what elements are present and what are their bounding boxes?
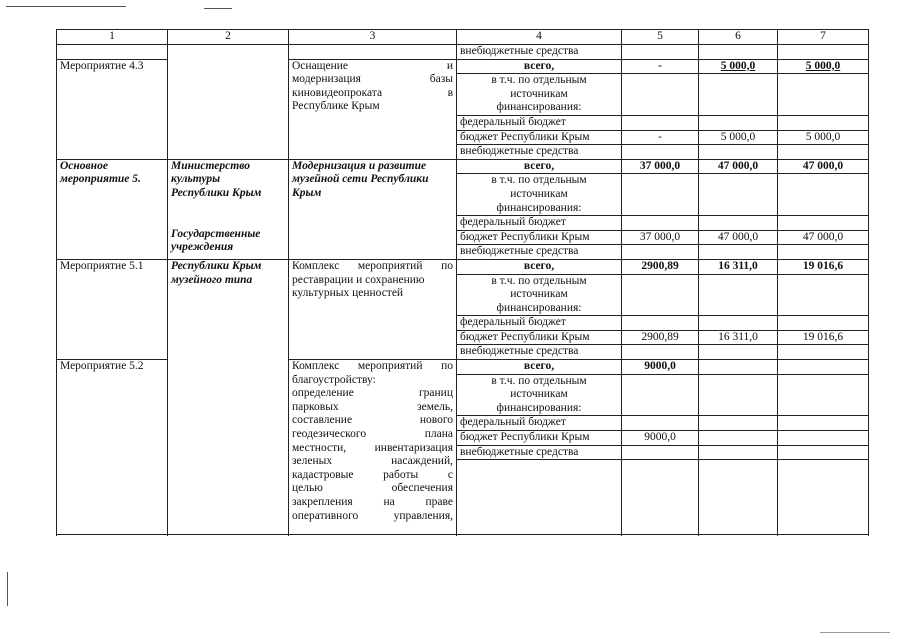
- header-col-6: 6: [699, 30, 778, 45]
- scan-mark-top: [204, 8, 232, 9]
- m43-funding-total: всего,: [457, 59, 622, 74]
- empty-cell: [699, 445, 778, 460]
- empty-cell: [699, 431, 778, 446]
- m43-republic-col6: 5 000,0: [699, 130, 778, 145]
- m43-total-col7: 5 000,0: [778, 59, 869, 74]
- om5-organization: Министерство культуры Республики Крым Государственные учреждения: [168, 159, 289, 259]
- header-col-5: 5: [622, 30, 699, 45]
- empty-cell: [622, 174, 699, 216]
- m52-description: Комплекс мероприятий по благоустройству: определение границ парковых земель, составление нового геодезического плана местности, инвентаризация зеленых насаждений, кадастровые работы с целью обеспечения закрепления на праве оперативного управления,: [289, 360, 457, 535]
- empty-cell: [699, 174, 778, 216]
- scan-mark-top-left: [6, 6, 126, 7]
- empty-cell: [778, 460, 869, 535]
- empty-cell: [622, 274, 699, 316]
- m52-funding-republic: бюджет Республики Крым: [457, 431, 622, 446]
- om5-funding-federal: федеральный бюджет: [457, 216, 622, 231]
- header-col-2: 2: [168, 30, 289, 45]
- om5-funding-incl: в т.ч. по отдельным источникам финансирования:: [457, 174, 622, 216]
- empty-cell: [778, 274, 869, 316]
- m51-republic-col7: 19 016,6: [778, 330, 869, 345]
- m51-total-col7: 19 016,6: [778, 259, 869, 274]
- empty-cell: [622, 345, 699, 360]
- empty-cell: [778, 174, 869, 216]
- empty-cell: [778, 45, 869, 60]
- empty-cell: [57, 45, 168, 60]
- empty-cell: [778, 74, 869, 116]
- om5-total-col7: 47 000,0: [778, 159, 869, 174]
- scan-mark-left-edge: [7, 572, 8, 606]
- om5-total-col5: 37 000,0: [622, 159, 699, 174]
- m51-funding-extra: внебюджетные средства: [457, 345, 622, 360]
- empty-cell: [622, 245, 699, 260]
- om5-total-col6: 47 000,0: [699, 159, 778, 174]
- empty-cell: [699, 316, 778, 331]
- m43-total-col5: -: [622, 59, 699, 74]
- m52-total-col5: 9000,0: [622, 360, 699, 375]
- empty-cell: [622, 445, 699, 460]
- m43-description: Оснащение и модернизация базы киновидеопроката в Республике Крым: [289, 59, 457, 159]
- scan-mark-bottom-right: [820, 632, 890, 633]
- m43-label: Мероприятие 4.3: [57, 59, 168, 159]
- m43-total-col6: 5 000,0: [699, 59, 778, 74]
- m51-funding-republic: бюджет Республики Крым: [457, 330, 622, 345]
- m52-label: Мероприятие 5.2: [57, 360, 168, 535]
- empty-cell: [622, 416, 699, 431]
- om5-funding-extra: внебюджетные средства: [457, 245, 622, 260]
- m51-funding-federal: федеральный бюджет: [457, 316, 622, 331]
- empty-cell: [622, 45, 699, 60]
- empty-cell: [778, 316, 869, 331]
- empty-cell: [457, 460, 622, 535]
- empty-cell: [699, 115, 778, 130]
- empty-cell: [778, 345, 869, 360]
- empty-cell: [778, 360, 869, 375]
- header-col-3: 3: [289, 30, 457, 45]
- empty-cell: [778, 445, 869, 460]
- om5-organization-continued: Республики Крым музейного типа: [168, 259, 289, 534]
- empty-cell: [778, 431, 869, 446]
- empty-cell: [699, 345, 778, 360]
- header-row: [57, 30, 869, 45]
- empty-cell: [778, 416, 869, 431]
- m52-funding-extra: внебюджетные средства: [457, 445, 622, 460]
- empty-cell: [622, 460, 699, 535]
- empty-cell: [622, 374, 699, 416]
- budget-table: [56, 29, 869, 535]
- empty-cell: [778, 245, 869, 260]
- m52-funding-total: всего,: [457, 360, 622, 375]
- empty-cell: [622, 216, 699, 231]
- empty-cell: [699, 460, 778, 535]
- m51-description: Комплекс мероприятий по реставрации и сохранению культурных ценностей: [289, 259, 457, 359]
- empty-cell: [778, 374, 869, 416]
- m52-republic-col5: 9000,0: [622, 431, 699, 446]
- om5-funding-republic: бюджет Республики Крым: [457, 230, 622, 245]
- om5-funding-total: всего,: [457, 159, 622, 174]
- om5-republic-col7: 47 000,0: [778, 230, 869, 245]
- empty-cell: [622, 115, 699, 130]
- m52-funding-incl: в т.ч. по отдельным источникам финансирования:: [457, 374, 622, 416]
- empty-cell: [622, 145, 699, 160]
- m51-funding-total: всего,: [457, 259, 622, 274]
- empty-cell: [699, 216, 778, 231]
- m51-funding-incl: в т.ч. по отдельным источникам финансирования:: [457, 274, 622, 316]
- empty-cell: [289, 45, 457, 60]
- m51-label: Мероприятие 5.1: [57, 259, 168, 359]
- empty-cell: [699, 74, 778, 116]
- om5-label: Основное мероприятие 5.: [57, 159, 168, 259]
- empty-cell: [699, 245, 778, 260]
- empty-cell: [778, 145, 869, 160]
- om5-republic-col5: 37 000,0: [622, 230, 699, 245]
- m51-total-col5: 2900,89: [622, 259, 699, 274]
- m43-republic-col5: -: [622, 130, 699, 145]
- continuation-row: [57, 45, 869, 60]
- m51-total-col6: 16 311,0: [699, 259, 778, 274]
- funding-extra: внебюджетные средства: [457, 45, 622, 60]
- empty-cell: [622, 74, 699, 116]
- m52-funding-federal: федеральный бюджет: [457, 416, 622, 431]
- m43-funding-federal: федеральный бюджет: [457, 115, 622, 130]
- empty-cell: [699, 416, 778, 431]
- om5-republic-col6: 47 000,0: [699, 230, 778, 245]
- empty-cell: [699, 145, 778, 160]
- header-col-4: 4: [457, 30, 622, 45]
- header-col-7: 7: [778, 30, 869, 45]
- m43-funding-republic: бюджет Республики Крым: [457, 130, 622, 145]
- m43-funding-extra: внебюджетные средства: [457, 145, 622, 160]
- empty-cell: [778, 115, 869, 130]
- m51-republic-col6: 16 311,0: [699, 330, 778, 345]
- header-col-1: 1: [57, 30, 168, 45]
- empty-cell: [778, 216, 869, 231]
- m43-funding-incl: в т.ч. по отдельным источникам финансирования:: [457, 74, 622, 116]
- m51-republic-col5: 2900,89: [622, 330, 699, 345]
- empty-cell: [622, 316, 699, 331]
- empty-cell: [168, 45, 289, 160]
- empty-cell: [699, 45, 778, 60]
- m51-row-total: [57, 259, 869, 274]
- om5-row-total: [57, 159, 869, 174]
- empty-cell: [699, 274, 778, 316]
- empty-cell: [699, 360, 778, 375]
- m43-republic-col7: 5 000,0: [778, 130, 869, 145]
- om5-description: Модернизация и развитие музейной сети Республики Крым: [289, 159, 457, 259]
- empty-cell: [699, 374, 778, 416]
